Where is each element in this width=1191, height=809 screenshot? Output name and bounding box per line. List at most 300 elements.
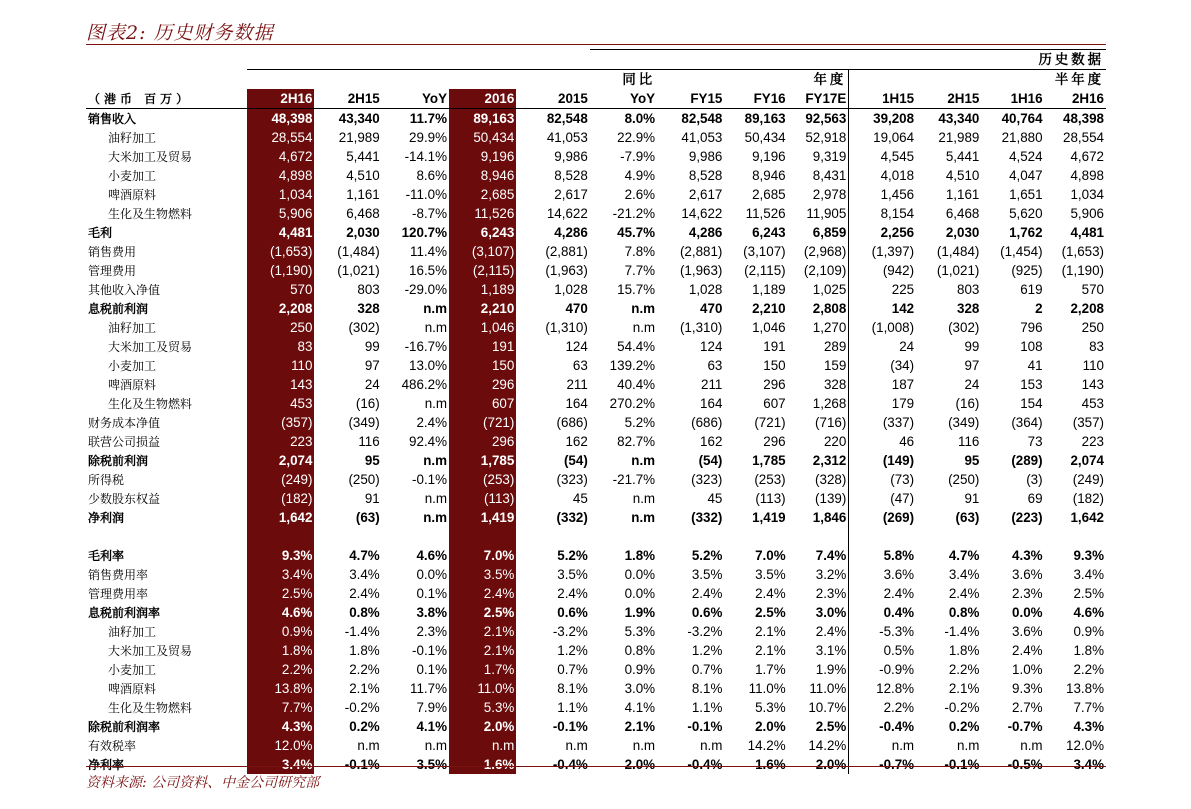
spacer-cell (449, 527, 516, 546)
col-header: FY16 (724, 89, 787, 109)
value-cell: 3.4% (247, 565, 314, 584)
value-cell: 2.5% (788, 717, 849, 736)
value-cell: (16) (355, 395, 380, 411)
value-cell: 24 (364, 376, 380, 392)
value-cell: 223 (247, 432, 314, 451)
value-cell: (113) (449, 489, 516, 508)
spacer-cell (382, 527, 449, 546)
value-cell: 0.9% (624, 661, 656, 677)
value-cell: 21,989 (338, 129, 380, 145)
value-cell: (925) (1011, 262, 1043, 278)
value-cell: -1.4% (944, 623, 980, 639)
half-group-header: 半年度 (849, 70, 1106, 90)
col-header: 2H16 (247, 89, 314, 109)
yoy-group-header: 同比 (247, 70, 657, 90)
value-cell: 1,025 (788, 280, 849, 299)
value-cell: (2,109) (788, 261, 849, 280)
col-header: 2H16 (1045, 89, 1106, 109)
source-note: 资料来源: 公司资料、中金公司研究部 (86, 775, 320, 791)
value-cell: 2.0% (755, 718, 786, 734)
value-cell: 3.4% (1073, 566, 1104, 582)
value-cell: 11,526 (449, 204, 516, 223)
value-cell: (16) (955, 395, 980, 411)
value-cell: 3.0% (788, 603, 849, 622)
value-cell: 2.4% (449, 584, 516, 603)
value-cell: -0.4% (687, 756, 723, 772)
value-cell: 2,208 (1070, 300, 1104, 316)
value-cell: (1,190) (1061, 262, 1104, 278)
value-cell: 5,906 (1070, 205, 1104, 221)
value-cell: (328) (788, 470, 849, 489)
value-cell: 99 (364, 338, 380, 354)
value-cell: 21,989 (938, 129, 980, 145)
header-row-columns (86, 89, 1106, 109)
source-divider (86, 766, 1106, 767)
value-cell: 3.1% (788, 641, 849, 660)
value-cell: 7.7% (1073, 699, 1104, 715)
row-label: 啤酒原料 (108, 681, 157, 696)
table-row (86, 375, 1106, 394)
value-cell: 0.6% (691, 604, 723, 620)
value-cell: (686) (691, 414, 723, 430)
value-cell: (721) (754, 414, 786, 430)
value-cell: (54) (698, 452, 723, 468)
spacer-cell (724, 527, 787, 546)
row-label: 油籽加工 (108, 624, 157, 639)
value-cell: -11.0% (405, 186, 448, 202)
value-cell: 0.8% (948, 604, 980, 620)
row-label: 啤酒原料 (108, 377, 157, 392)
value-cell: 12.8% (876, 680, 915, 696)
value-cell: 9,986 (554, 148, 588, 164)
value-cell: 11.7% (410, 680, 448, 696)
value-cell: 2,256 (880, 224, 915, 240)
value-cell: (34) (890, 357, 915, 373)
value-cell: 2.5% (247, 584, 314, 603)
value-cell: 0.7% (557, 661, 588, 677)
history-header: 历史数据 (590, 50, 1106, 70)
value-cell: (2,881) (545, 243, 588, 259)
spacer-cell (86, 527, 247, 546)
value-cell: 5.2% (624, 414, 656, 430)
value-cell: 46 (899, 433, 915, 449)
value-cell: 4,481 (1070, 224, 1104, 240)
value-cell: (113) (755, 490, 786, 506)
value-cell: 13.8% (247, 679, 314, 698)
value-cell: 95 (364, 452, 380, 468)
value-cell: 2.4% (788, 622, 849, 641)
value-cell: 95 (964, 452, 980, 468)
value-cell: 328 (957, 300, 980, 316)
value-cell: 11.0% (788, 679, 849, 698)
value-cell: 6,468 (346, 205, 380, 221)
value-cell: 142 (891, 300, 915, 316)
table-row (86, 413, 1106, 432)
value-cell: 2,030 (945, 224, 980, 240)
table-row (86, 280, 1106, 299)
value-cell: (332) (691, 509, 723, 525)
value-cell: 2.4% (883, 585, 915, 601)
header-row-history (86, 50, 1106, 70)
value-cell: 43,340 (938, 110, 980, 126)
value-cell: 83 (1089, 338, 1104, 354)
value-cell: 40,764 (1001, 110, 1043, 126)
table-row (86, 337, 1106, 356)
value-cell: 91 (964, 490, 980, 506)
value-cell: 4.9% (624, 167, 656, 183)
value-cell: 2.3% (788, 584, 849, 603)
value-cell: 1.6% (755, 756, 786, 772)
value-cell: 453 (247, 394, 314, 413)
value-cell: 1,642 (247, 508, 314, 527)
value-cell: 9.3% (1012, 680, 1043, 696)
value-cell: 3.5% (449, 565, 516, 584)
value-cell: (1,963) (679, 262, 723, 278)
spacer-cell (247, 527, 314, 546)
value-cell: -0.1% (687, 718, 723, 734)
value-cell: 289 (788, 337, 849, 356)
spacer-cell (1045, 527, 1106, 546)
value-cell: (149) (882, 452, 915, 468)
value-cell: 5,441 (945, 148, 980, 164)
value-cell: 7.9% (416, 699, 448, 715)
table-row (86, 717, 1106, 736)
value-cell: 2.1% (449, 641, 516, 660)
value-cell: 13.8% (1066, 680, 1104, 696)
value-cell: 0.0% (1012, 604, 1043, 620)
value-cell: 4.1% (416, 718, 448, 734)
value-cell: 2.4% (691, 585, 723, 601)
table-row (86, 109, 1106, 129)
value-cell: 97 (364, 357, 380, 373)
value-cell: n.m (424, 737, 448, 753)
value-cell: 2.1% (755, 623, 786, 639)
value-cell: 6,243 (752, 224, 786, 240)
value-cell: 14.2% (788, 736, 849, 755)
table-row (86, 261, 1106, 280)
value-cell: (182) (247, 489, 314, 508)
value-cell: 2,074 (1070, 452, 1104, 468)
value-cell: 2 (1035, 300, 1043, 316)
value-cell: 9,986 (688, 148, 723, 164)
row-label: 息税前利润率 (88, 605, 161, 620)
value-cell: 191 (449, 337, 516, 356)
row-label: 财务成本净值 (88, 415, 161, 430)
value-cell: 2,685 (449, 185, 516, 204)
value-cell: 9,196 (752, 148, 786, 164)
value-cell: 162 (565, 433, 588, 449)
value-cell: 1,785 (752, 452, 786, 468)
row-label: 净利率 (88, 757, 125, 772)
value-cell: (2,115) (744, 262, 786, 278)
value-cell: -1.4% (344, 623, 380, 639)
value-cell: (47) (890, 490, 915, 506)
value-cell: 1,651 (1009, 186, 1043, 202)
value-cell: 4,545 (880, 148, 915, 164)
value-cell: (63) (955, 509, 980, 525)
row-label: 净利润 (88, 510, 125, 525)
value-cell: 6,468 (945, 205, 980, 221)
value-cell: (1,963) (545, 262, 588, 278)
value-cell: -21.2% (612, 205, 656, 221)
row-label: 除税前利润 (88, 453, 149, 468)
value-cell: 2.2% (948, 661, 980, 677)
value-cell: 50,434 (744, 129, 786, 145)
value-cell: 1,161 (346, 186, 380, 202)
col-header: YoY (382, 89, 449, 109)
value-cell: 0.2% (948, 718, 980, 734)
value-cell: 22.9% (617, 129, 656, 145)
value-cell: 250 (1081, 319, 1104, 335)
value-cell: 3.6% (1012, 566, 1043, 582)
col-header: 2H15 (314, 89, 381, 109)
value-cell: 29.9% (409, 129, 448, 145)
value-cell: 4.1% (624, 699, 656, 715)
value-cell: 124 (565, 338, 588, 354)
value-cell: n.m (631, 300, 656, 316)
value-cell: 3.5% (755, 566, 786, 582)
value-cell: -16.7% (404, 338, 448, 354)
value-cell: 11.7% (409, 110, 448, 126)
value-cell: 6,859 (788, 223, 849, 242)
value-cell: 2.4% (755, 585, 786, 601)
value-cell: 8.1% (691, 680, 723, 696)
value-cell: (3) (1026, 471, 1043, 487)
value-cell: 1,270 (788, 318, 849, 337)
value-cell: (1,310) (679, 319, 723, 335)
value-cell: 15.7% (617, 281, 656, 297)
value-cell: 2,074 (247, 451, 314, 470)
value-cell: -21.7% (612, 471, 656, 487)
value-cell: (1,008) (871, 319, 915, 335)
value-cell: 2,978 (788, 185, 849, 204)
value-cell: (349) (948, 414, 980, 430)
value-cell: (182) (1072, 490, 1104, 506)
value-cell: 7.8% (624, 243, 656, 259)
value-cell: 5,441 (346, 148, 380, 164)
value-cell: 2.4% (349, 585, 380, 601)
table-row (86, 185, 1106, 204)
spacer-cell (516, 527, 589, 546)
value-cell: 2,312 (788, 451, 849, 470)
value-cell: 143 (1081, 376, 1104, 392)
value-cell: 4.6% (416, 547, 448, 563)
value-cell: 3.5% (691, 566, 723, 582)
value-cell: 45.7% (617, 224, 656, 240)
value-cell: 150 (763, 357, 786, 373)
value-cell: 82,548 (681, 110, 723, 126)
figure-title: 图表2: 历史财务数据 (86, 22, 274, 44)
value-cell: 69 (1027, 490, 1043, 506)
value-cell: (2,115) (449, 261, 516, 280)
value-cell: 83 (247, 337, 314, 356)
table-row (86, 356, 1106, 375)
table-row (86, 641, 1106, 660)
value-cell: 19,064 (873, 129, 915, 145)
value-cell: 2,617 (554, 186, 588, 202)
value-cell: 5.2% (557, 547, 588, 563)
value-cell: (364) (1011, 414, 1043, 430)
value-cell: 10.7% (788, 698, 849, 717)
value-cell: 1,189 (449, 280, 516, 299)
value-cell: (253) (754, 471, 786, 487)
col-header: 2016 (449, 89, 516, 109)
row-label: 小麦加工 (108, 358, 157, 373)
col-header: FY15 (657, 89, 724, 109)
value-cell: 607 (449, 394, 516, 413)
value-cell: (3,107) (743, 243, 786, 259)
value-cell: (2,881) (679, 243, 723, 259)
value-cell: 150 (449, 356, 516, 375)
value-cell: 1,268 (788, 394, 849, 413)
value-cell: 54.4% (617, 338, 656, 354)
value-cell: 11,526 (745, 205, 786, 221)
row-label: 销售费用率 (88, 567, 149, 582)
value-cell: 1.8% (948, 642, 980, 658)
value-cell: 2,030 (346, 224, 380, 240)
value-cell: 1,456 (880, 186, 915, 202)
value-cell: n.m (957, 737, 980, 753)
value-cell: 14,622 (546, 205, 588, 221)
value-cell: (54) (563, 452, 588, 468)
value-cell: 1.6% (449, 755, 516, 774)
table-row (86, 299, 1106, 318)
value-cell: 0.0% (416, 566, 448, 582)
value-cell: 2,808 (788, 299, 849, 318)
table-row (86, 432, 1106, 451)
value-cell: 2.7% (1012, 699, 1043, 715)
spacer-cell (788, 527, 849, 546)
row-label: 有效税率 (88, 738, 137, 753)
value-cell: 1.1% (691, 699, 723, 715)
value-cell: 41,053 (546, 129, 588, 145)
value-cell: (1,653) (247, 242, 314, 261)
value-cell: 9,319 (788, 147, 849, 166)
value-cell: 2.4% (416, 414, 448, 430)
value-cell: 2.0% (624, 756, 656, 772)
value-cell: 3.5% (557, 566, 588, 582)
value-cell: (1,397) (871, 243, 915, 259)
row-label: 小麦加工 (108, 662, 157, 677)
table-row (86, 242, 1106, 261)
value-cell: n.m (632, 737, 656, 753)
spacer-cell (981, 527, 1044, 546)
value-cell: 211 (566, 376, 588, 392)
value-cell: 4,672 (247, 147, 314, 166)
value-cell: n.m (1020, 737, 1043, 753)
table-row (86, 508, 1106, 527)
value-cell: 328 (788, 375, 849, 394)
value-cell: (253) (449, 470, 516, 489)
value-cell: 4,286 (688, 224, 723, 240)
row-label: 油籽加工 (108, 130, 157, 145)
value-cell: (357) (247, 413, 314, 432)
table-row (86, 451, 1106, 470)
spacer-cell (314, 527, 381, 546)
value-cell: 1.1% (557, 699, 588, 715)
value-cell: (1,021) (936, 262, 980, 278)
value-cell: 1,028 (554, 281, 588, 297)
value-cell: 1,846 (788, 508, 849, 527)
value-cell: n.m (424, 395, 448, 411)
value-cell: 211 (701, 376, 723, 392)
value-cell: 0.4% (883, 604, 915, 620)
value-cell: 4.7% (349, 547, 380, 563)
value-cell: 3.0% (624, 680, 656, 696)
value-cell: 4.3% (247, 717, 314, 736)
col-header: 2015 (516, 89, 589, 109)
value-cell: 8,154 (880, 205, 915, 221)
value-cell: 7.7% (247, 698, 314, 717)
value-cell: n.m (700, 737, 723, 753)
value-cell: (289) (1011, 452, 1043, 468)
value-cell: 2,617 (688, 186, 723, 202)
value-cell: 8,946 (752, 167, 786, 183)
value-cell: 28,554 (1063, 129, 1104, 145)
row-label: 销售费用 (88, 244, 137, 259)
value-cell: -0.5% (1007, 756, 1043, 772)
row-label: 生化及生物燃料 (108, 396, 193, 411)
value-cell: 11.0% (748, 680, 786, 696)
value-cell: 296 (763, 433, 786, 449)
value-cell: 3.2% (788, 565, 849, 584)
value-cell: n.m (565, 737, 588, 753)
value-cell: 0.9% (247, 622, 314, 641)
value-cell: 24 (964, 376, 980, 392)
value-cell: 4.6% (247, 603, 314, 622)
value-cell: 43,340 (338, 110, 380, 126)
value-cell: 73 (1027, 433, 1043, 449)
value-cell: 99 (964, 338, 980, 354)
value-cell: -0.4% (552, 756, 588, 772)
value-cell: 453 (1081, 395, 1104, 411)
value-cell: 2.0% (788, 755, 849, 774)
value-cell: 5.3% (755, 699, 786, 715)
value-cell: 11.4% (410, 243, 448, 259)
value-cell: 63 (707, 357, 723, 373)
value-cell: 570 (1081, 281, 1104, 297)
value-cell: 8.0% (624, 110, 656, 126)
value-cell: 4,898 (247, 166, 314, 185)
value-cell: 4,286 (554, 224, 588, 240)
value-cell: (357) (1072, 414, 1104, 430)
value-cell: 108 (1020, 338, 1043, 354)
value-cell: 1,189 (752, 281, 786, 297)
table-row (86, 622, 1106, 641)
value-cell: 179 (891, 395, 915, 411)
value-cell: 1.2% (691, 642, 723, 658)
row-label: 大米加工及贸易 (108, 339, 193, 354)
value-cell: 1.8% (624, 547, 656, 563)
value-cell: 116 (358, 433, 380, 449)
value-cell: n.m (449, 736, 516, 755)
value-cell: -0.7% (879, 756, 915, 772)
value-cell: (223) (1011, 509, 1043, 525)
value-cell: 225 (891, 281, 915, 297)
value-cell: (1,021) (337, 262, 380, 278)
value-cell: 2.4% (1012, 642, 1043, 658)
value-cell: 1,419 (449, 508, 516, 527)
row-label: 联营公司损益 (88, 434, 161, 449)
value-cell: 13.0% (409, 357, 448, 373)
value-cell: (323) (556, 471, 588, 487)
value-cell: 7.7% (624, 262, 656, 278)
value-cell: (332) (556, 509, 588, 525)
table-row (86, 223, 1106, 242)
value-cell: 2,685 (752, 186, 786, 202)
value-cell: n.m (423, 509, 448, 525)
value-cell: 1,762 (1009, 224, 1043, 240)
